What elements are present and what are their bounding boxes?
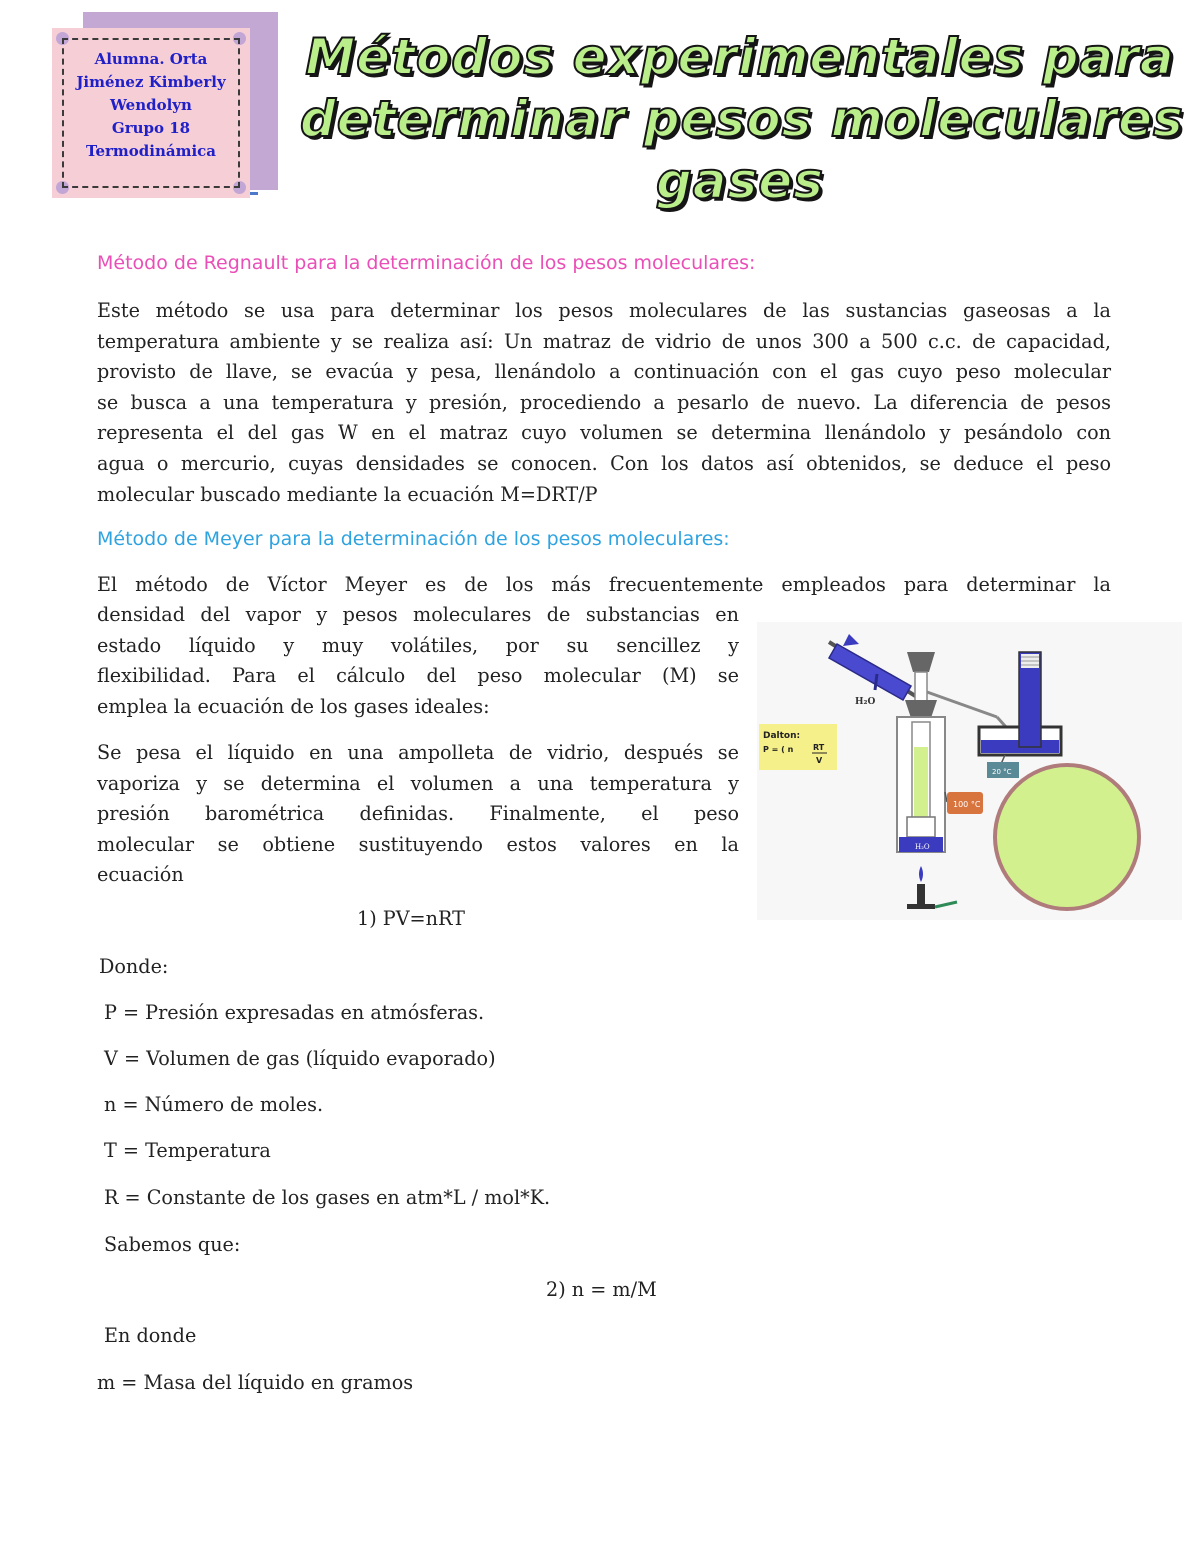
equation-2: 2) n = m/M (546, 1278, 657, 1301)
text-line: Este método se usa para determinar los pesos moleculares de las sustancias gaseosas a la (97, 299, 1111, 322)
equation-1: 1) PV=nRT (357, 907, 465, 930)
definition-n: n = Número de moles. (104, 1093, 324, 1116)
author-line: Alumna. Orta (94, 50, 208, 68)
text-line: provisto de llave, se evacúa y pesa, llenándolo a continuación con el gas cuyo peso molecular (97, 360, 1111, 384)
text-line: El método de Víctor Meyer es de los más frecuentemente empleados para determinar la (97, 573, 1111, 596)
text-line: vaporiza y se determina el volumen a una temperatura y (97, 771, 739, 795)
text-line: ecuación (97, 863, 184, 887)
dalton-title: Dalton: (763, 731, 801, 741)
meyer-paragraph-first-line (97, 570, 1111, 601)
definition-m: m = Masa del líquido en gramos (97, 1371, 414, 1394)
text-line: molecular buscado mediante la ecuación M=DRT/P (97, 482, 598, 506)
dalton-rt: RT (813, 743, 825, 752)
en-donde-label: En donde (104, 1324, 197, 1347)
regnault-heading: Método de Regnault para la determinación de los pesos moleculares: (97, 252, 756, 274)
text-line: temperatura ambiente y se realiza así: Un matraz de vidrio de unos 300 a 500 c.c. de capacidad, (97, 329, 1111, 353)
temp-low-text: 20 °C (992, 768, 1012, 776)
sabemos-label: Sabemos que: (104, 1233, 241, 1256)
burner-icon (917, 884, 925, 904)
title-line: Métodos experimentales para (305, 28, 1175, 86)
title-line: gases (656, 152, 824, 210)
author-info (52, 48, 250, 163)
author-card (52, 28, 250, 198)
text-line: flexibilidad. Para el cálculo del peso molecular (M) se (97, 664, 739, 688)
dalton-formula: P = ( n (763, 745, 794, 754)
meyer-heading: Método de Meyer para la determinación de los pesos moleculares: (97, 528, 730, 550)
meyer-paragraph-2 (97, 738, 739, 891)
author-line: Jiménez Kimberly (76, 73, 226, 91)
donde-label: Donde: (99, 955, 169, 978)
text-line: densidad del vapor y pesos moleculares de substancias en (97, 603, 739, 626)
group-line: Grupo 18 (111, 119, 191, 137)
text-line: molecular se obtiene sustituyendo estos valores en la (97, 832, 739, 856)
definition-r: R = Constante de los gases en atm*L / mol*K. (104, 1186, 551, 1209)
text-line: representa el del gas W en el matraz cuyo volumen se determina llenándolo y pesándolo con (97, 421, 1111, 445)
page-title (300, 26, 1184, 212)
dalton-v: V (816, 756, 823, 765)
text-line: Se pesa el líquido en una ampolleta de vidrio, después se (97, 741, 739, 764)
meyer-paragraph-1 (97, 600, 739, 722)
text-line: se busca a una temperatura y presión, procediendo a pesarlo de nuevo. La diferencia de pesos (97, 390, 1111, 414)
bulb (907, 817, 935, 837)
text-line: presión barométrica definidas. Finalmente, el peso (97, 802, 739, 826)
definition-p: P = Presión expresadas en atmósferas. (104, 1001, 485, 1024)
definition-t: T = Temperatura (104, 1139, 271, 1162)
inner-liquid (914, 747, 928, 822)
title-line: determinar pesos moleculares (300, 90, 1184, 148)
meyer-apparatus-figure (757, 622, 1182, 920)
temp-high-text: 100 °C (953, 800, 981, 809)
text-line: estado líquido y muy volátiles, por su sencillez y (97, 633, 739, 657)
h2o-label: H₂O (855, 697, 876, 707)
author-line: Wendolyn (110, 96, 192, 114)
text-line: emplea la ecuación de los gases ideales: (97, 694, 490, 718)
definition-v: V = Volumen de gas (líquido evaporado) (104, 1047, 496, 1070)
text-line: agua o mercurio, cuyas densidades se conocen. Con los datos así obtenidos, se deduce el peso (97, 451, 1111, 475)
green-flask (995, 765, 1139, 909)
bottom-h2o-label: H₂O (915, 843, 930, 851)
subject-line: Termodinámica (86, 142, 216, 160)
regnault-paragraph (97, 296, 1111, 510)
